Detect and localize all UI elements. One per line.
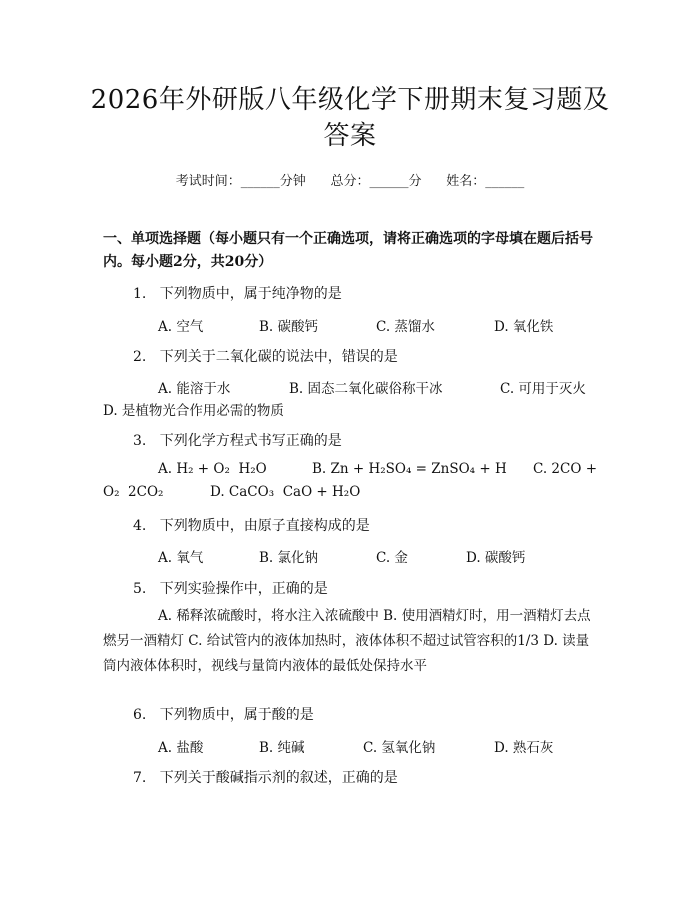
q6-option-b: B. 纯碱 bbox=[259, 740, 305, 756]
q3-option-c-cont: O₂ 2CO₂ bbox=[103, 484, 164, 500]
page-title: 2026年外研版八年级化学下册期末复习题及答案 bbox=[90, 85, 610, 151]
question-4: 4. 下列物质中，由原子直接构成的是 bbox=[133, 518, 370, 534]
q5-options-paragraph: A. 稀释浓硫酸时，将水注入浓硫酸中 B. 使用酒精灯时，用一酒精灯去点燃另一酒精灯 C. 给试管内的液体加热时，液体体积不超过试管容积的1/3 D. 读量筒内液体体积时，视线与量筒内液体的最低处保持水平 bbox=[103, 608, 591, 674]
q2-option-d: D. 是植物光合作用必需的物质 bbox=[103, 403, 284, 419]
question-7: 7. 下列关于酸碱指示剂的叙述，正确的是 bbox=[133, 770, 398, 786]
q3-option-c: C. 2CO + bbox=[533, 461, 598, 477]
q4-option-d: D. 碳酸钙 bbox=[466, 550, 526, 566]
question-2: 2. 下列关于二氧化碳的说法中，错误的是 bbox=[133, 349, 398, 365]
question-1: 1. 下列物质中，属于纯净物的是 bbox=[133, 286, 342, 302]
question-3: 3. 下列化学方程式书写正确的是 bbox=[133, 433, 342, 449]
q4-option-a: A. 氧气 bbox=[158, 550, 204, 566]
question-6: 6. 下列物质中，属于酸的是 bbox=[133, 707, 314, 723]
q3-option-b: B. Zn + H₂SO₄ = ZnSO₄ + H bbox=[312, 461, 507, 477]
q4-option-c: C. 金 bbox=[376, 550, 408, 566]
q3-option-d: D. CaCO₃ CaO + H₂O bbox=[210, 484, 361, 500]
question-5: 5. 下列实验操作中，正确的是 bbox=[133, 581, 328, 597]
q4-option-b: B. 氯化钠 bbox=[259, 550, 319, 566]
q3-option-a: A. H₂ + O₂ H₂O bbox=[158, 461, 267, 477]
q1-option-b: B. 碳酸钙 bbox=[259, 319, 319, 335]
q1-option-c: C. 蒸馏水 bbox=[376, 319, 435, 335]
q2-option-a: A. 能溶于水 bbox=[158, 381, 231, 397]
q6-option-c: C. 氢氧化钠 bbox=[363, 740, 436, 756]
q6-option-d: D. 熟石灰 bbox=[494, 740, 554, 756]
exam-info-line: 考试时间：______分钟 总分：______分 姓名：______ bbox=[175, 174, 525, 189]
q1-option-a: A. 空气 bbox=[158, 319, 204, 335]
q2-option-b: B. 固态二氧化碳俗称干冰 bbox=[289, 381, 443, 397]
q2-option-c: C. 可用于灭火 bbox=[500, 381, 586, 397]
q6-option-a: A. 盐酸 bbox=[158, 740, 204, 756]
q1-option-d: D. 氧化铁 bbox=[494, 319, 554, 335]
section-heading: 一、单项选择题（每小题只有一个正确选项，请将正确选项的字母填在题后括号内。每小题2分，共20分） bbox=[103, 231, 593, 270]
